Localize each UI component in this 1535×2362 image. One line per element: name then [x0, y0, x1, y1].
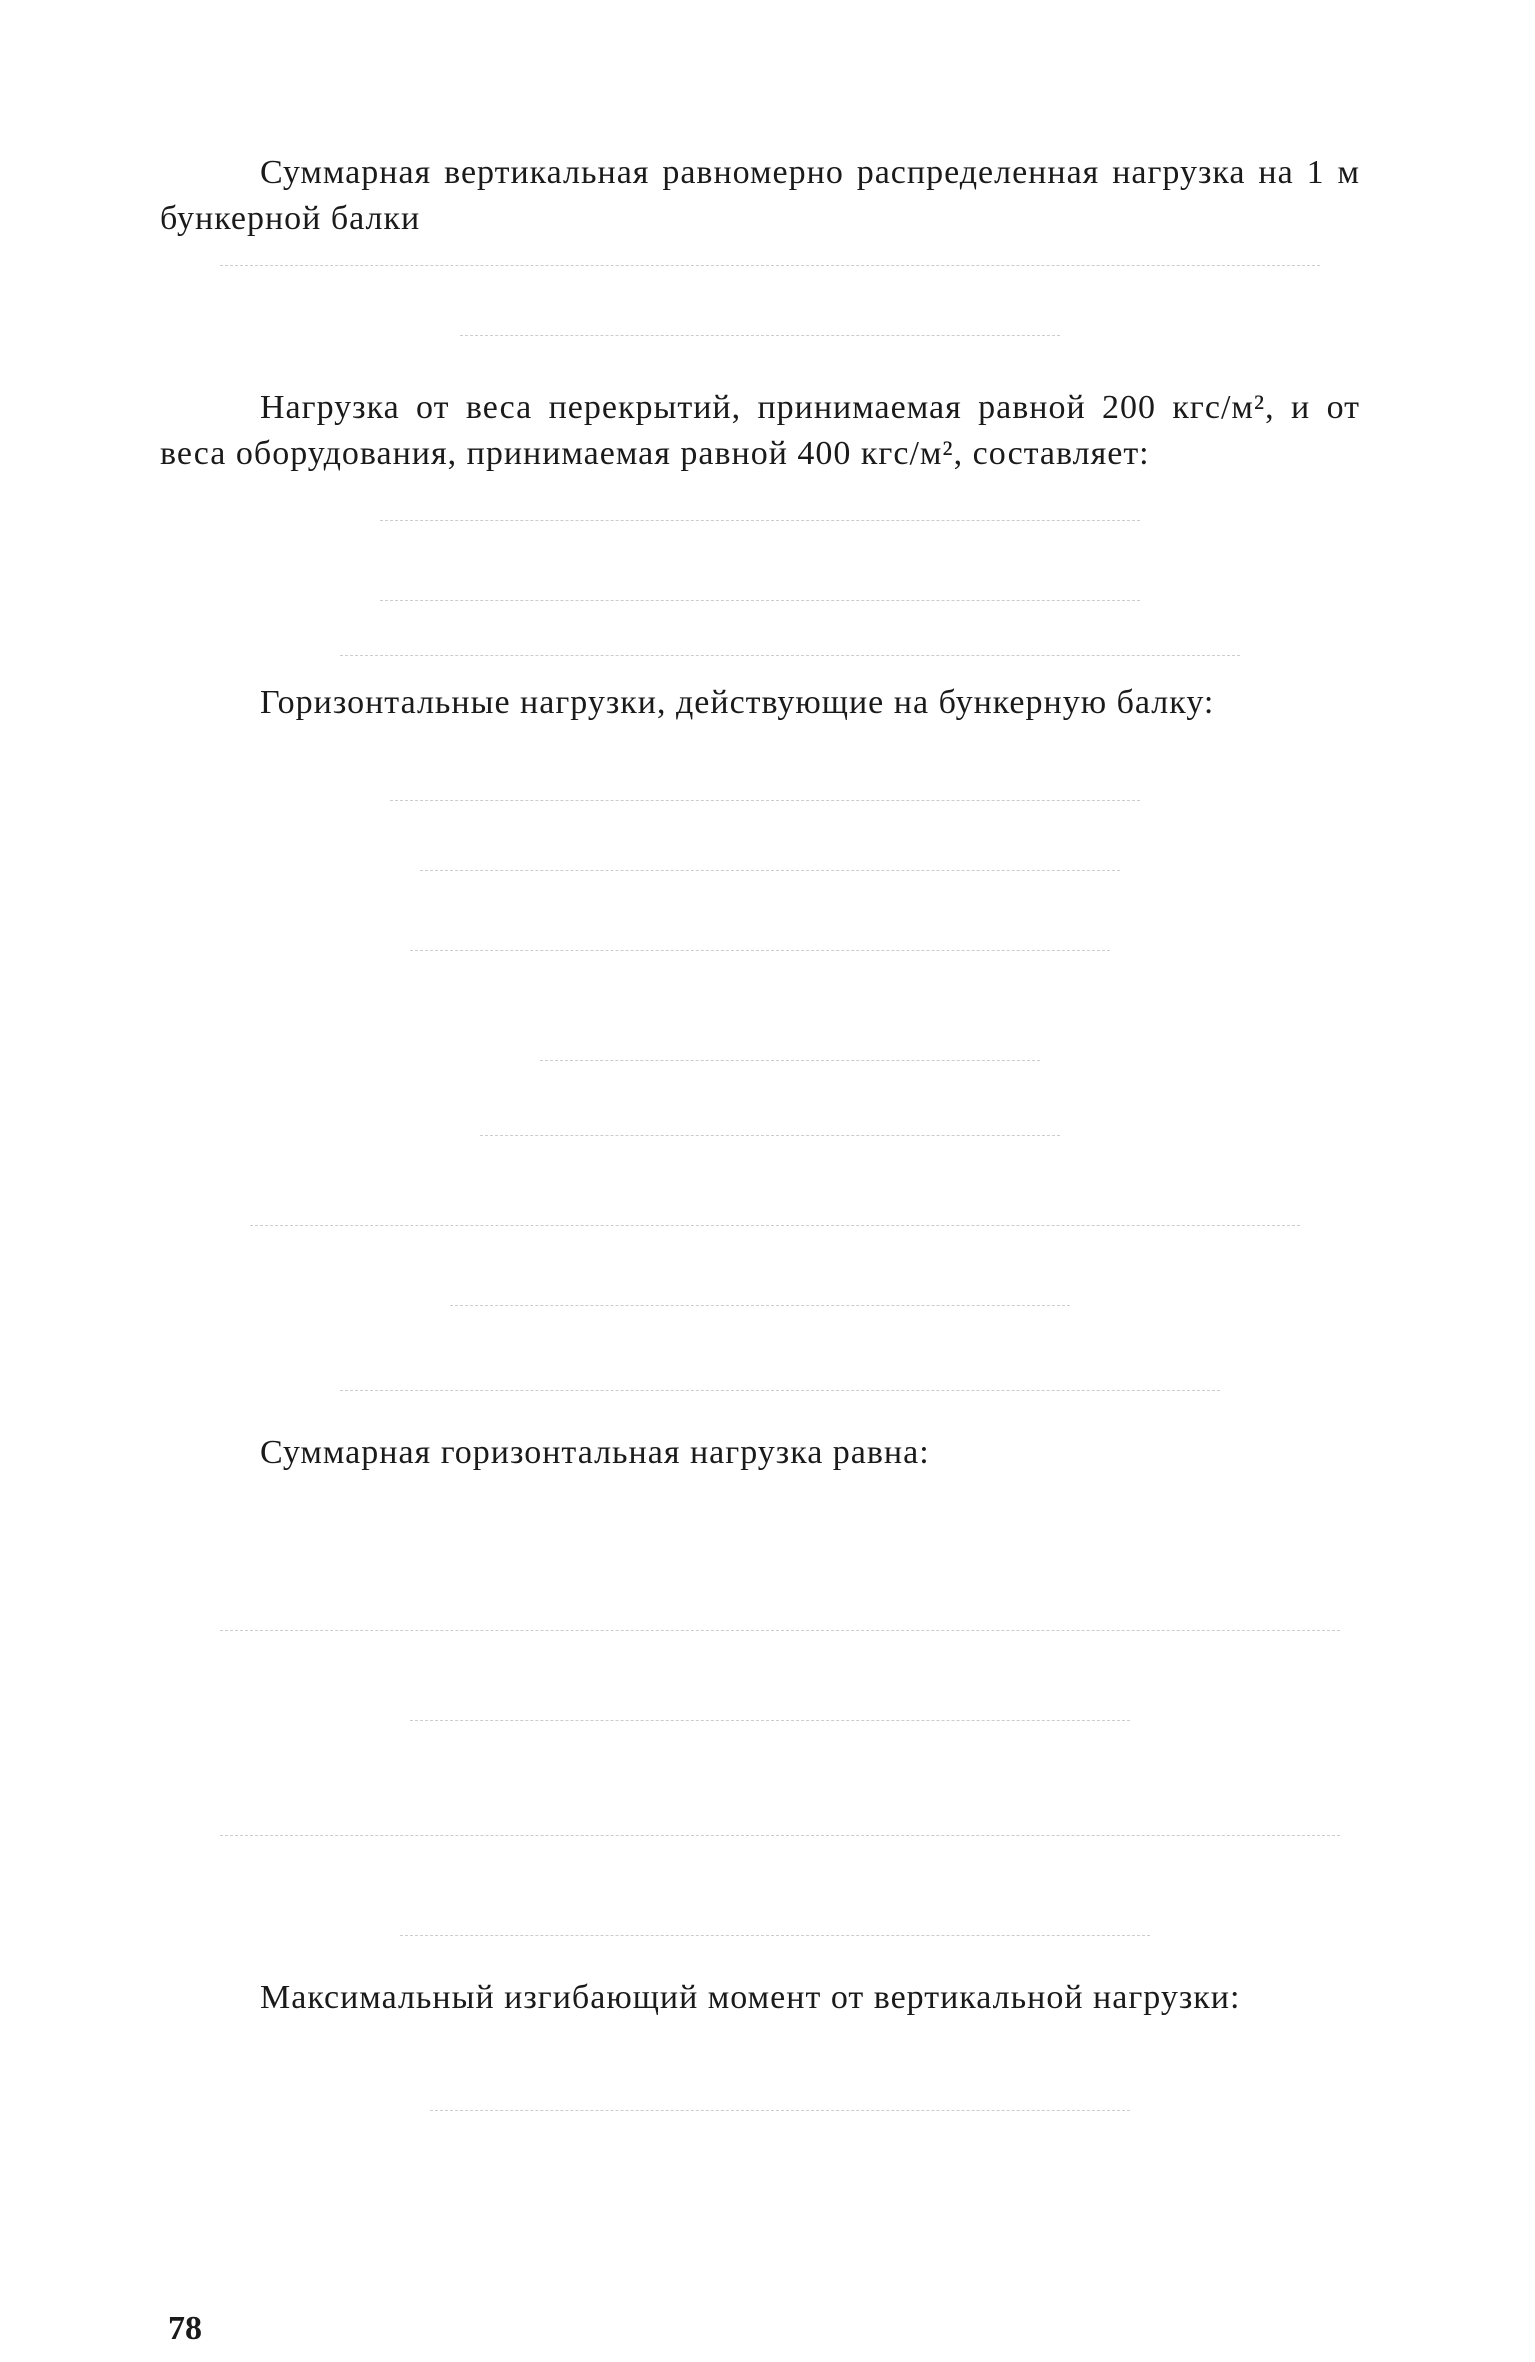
equation-placeholder: [220, 265, 1320, 268]
paragraph-floor-load: Нагрузка от веса перекрытий, принимаемая равной 200 кгс/м², и от веса оборудования, принимаемая равной 400 кгс/м², составляет:: [160, 389, 1360, 472]
paragraph-vertical-load: Суммарная вертикальная равномерно распределенная нагрузка на 1 м бункерной балки: [160, 154, 1360, 237]
equation-placeholder: [380, 520, 1140, 523]
equation-placeholder: [220, 1835, 1340, 1838]
equation-placeholder: [340, 655, 1240, 658]
equation-placeholder: [340, 1390, 1220, 1393]
equation-placeholder: [430, 2110, 1130, 2113]
equation-placeholder: [480, 1135, 1060, 1138]
equation-placeholder: [250, 1225, 1300, 1228]
paragraph-total-horizontal: Суммарная горизонтальная нагрузка равна:: [260, 1434, 930, 1471]
paragraph-max-moment: Максимальный изгибающий момент от вертикальной нагрузки:: [260, 1979, 1241, 2016]
equation-placeholder: [390, 800, 1140, 803]
page-number: 78: [168, 2310, 202, 2347]
equation-placeholder: [450, 1305, 1070, 1308]
paragraph-horizontal-loads: Горизонтальные нагрузки, действующие на бункерную балку:: [260, 684, 1215, 721]
equation-placeholder: [420, 870, 1120, 873]
equation-placeholder: [400, 1935, 1150, 1938]
equation-placeholder: [380, 600, 1140, 603]
equation-placeholder: [540, 1060, 1040, 1063]
equation-placeholder: [460, 335, 1060, 338]
equation-placeholder: [410, 1720, 1130, 1723]
equation-placeholder: [220, 1630, 1340, 1633]
equation-placeholder: [410, 950, 1110, 953]
